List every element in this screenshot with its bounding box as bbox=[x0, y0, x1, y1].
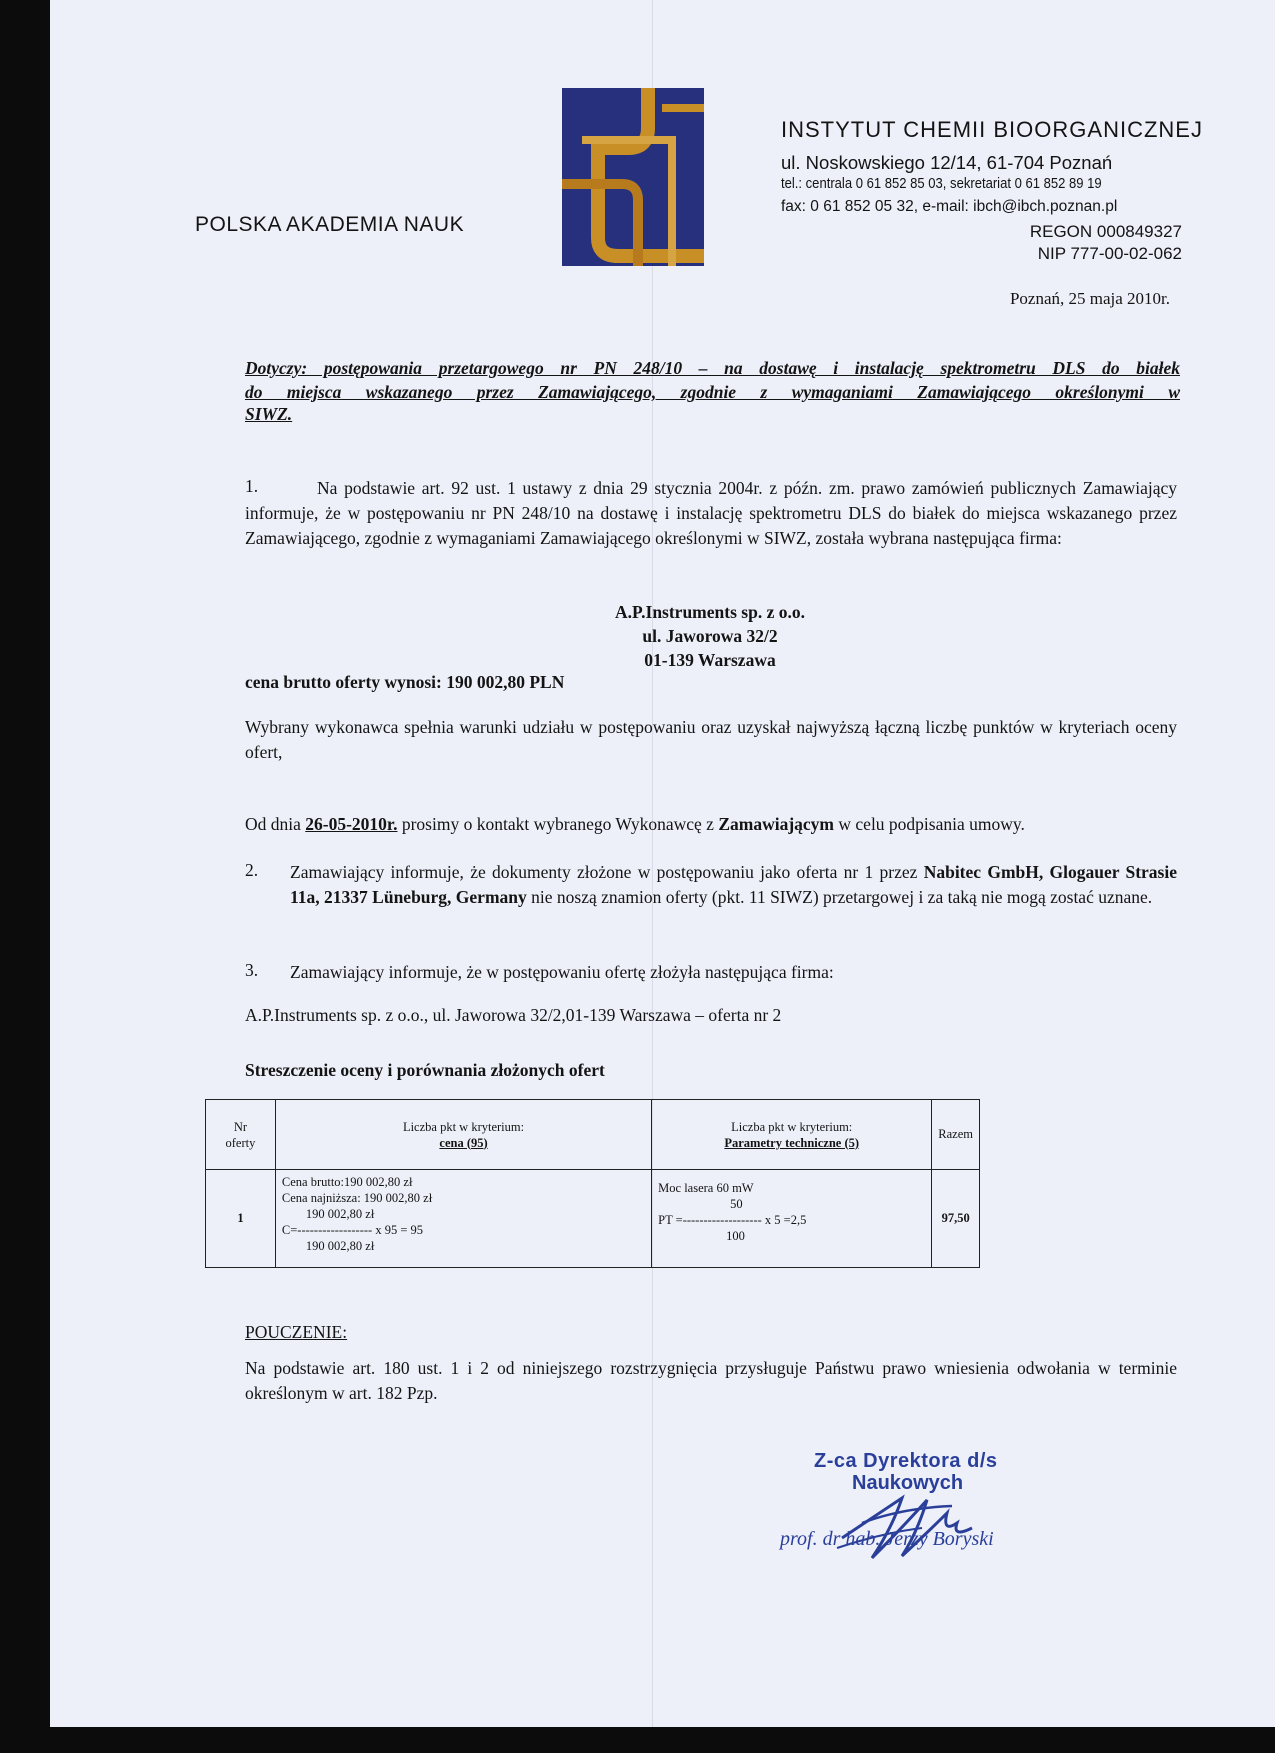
section-1-text bbox=[245, 476, 1177, 551]
selected-firm-name: A.P.Instruments sp. z o.o. bbox=[615, 602, 805, 622]
header-tech-label: Liczba pkt w kryterium: bbox=[731, 1119, 853, 1134]
header-price-label: Liczba pkt w kryterium: bbox=[402, 1119, 525, 1134]
section-2-number: 2. bbox=[245, 860, 259, 880]
selected-firm-city: 01-139 Warszawa bbox=[644, 650, 776, 670]
section-3-number: 3. bbox=[245, 960, 259, 980]
notice-text: Na podstawie art. 180 ust. 1 i 2 od niniejszego rozstrzygnięcia przysługuje Państwu prawo wniesienia odwołania w terminie określonym w art. 182 Pzp. bbox=[245, 1358, 1177, 1403]
header-price-crit: cena (95) bbox=[439, 1135, 488, 1150]
institute-fax-email: fax: 0 61 852 05 32, e-mail: ibch@ibch.poznan.pl bbox=[781, 198, 1118, 215]
header-nr: Nr bbox=[233, 1119, 248, 1134]
institute-address: ul. Noskowskiego 12/14, 61-704 Poznań bbox=[781, 152, 1113, 173]
contact-suffix: w celu podpisania umowy. bbox=[834, 814, 1025, 834]
section-2-text bbox=[290, 860, 1177, 910]
section-2-suffix: nie noszą znamion oferty (pkt. 11 SIWZ) przetargowej i za taką nie mogą zostać uznane. bbox=[526, 887, 1153, 907]
subject-line-2: do miejsca wskazanego przez Zamawiającego, zgodnie z wymaganiami Zamawiającego określonymi w bbox=[245, 382, 1180, 402]
price-gross: Cena brutto:190 002,80 zł bbox=[281, 1175, 413, 1189]
row-price-calc bbox=[275, 1170, 651, 1268]
header-offer-number bbox=[206, 1100, 276, 1170]
section-1-body: Na podstawie art. 92 ust. 1 ustawy z dnia 29 stycznia 2004r. z późn. zm. prawo zamówień publicznych Zamawiający informuje, że w postępowaniu nr PN 248/10 na dostawę i instalację spektrometru DLS do białek do miejsca wskazanego przez Zamawiającego, zgodnie z wymaganiami Zamawiającego określonymi w SIWZ, została wybrana następująca firma: bbox=[245, 478, 1177, 548]
criteria-text: Wybrany wykonawca spełnia warunki udziału w postępowaniu oraz uzyskał najwyższą łączną liczbę punktów w kryteriach oceny ofert, bbox=[245, 717, 1177, 762]
evaluation-table bbox=[205, 1099, 980, 1268]
header-price-criterion bbox=[275, 1100, 651, 1170]
offer-price: cena brutto oferty wynosi: 190 002,80 PLN bbox=[245, 672, 565, 692]
header-tech-crit: Parametry techniczne (5) bbox=[724, 1135, 860, 1150]
summary-title: Streszczenie oceny i porównania złożonych ofert bbox=[245, 1060, 605, 1080]
subject-line-1: Dotyczy: postępowania przetargowego nr PN 248/10 – na dostawę i instalację spektrometru DLS do białek bbox=[245, 358, 1180, 378]
institute-name: INSTYTUT CHEMII BIOORGANICZNEJ bbox=[781, 117, 1203, 142]
contact-party: Zamawiającym bbox=[718, 814, 835, 834]
table-row bbox=[206, 1170, 980, 1268]
notice-title: POUCZENIE: bbox=[245, 1322, 348, 1342]
row-total: 97,50 bbox=[932, 1170, 980, 1268]
signature-stamp-subtitle: Naukowych bbox=[852, 1472, 964, 1494]
price-lowest: Cena najniższa: 190 002,80 zł bbox=[281, 1191, 433, 1205]
price-denominator: 190 002,80 zł bbox=[305, 1239, 375, 1253]
signature-stamp-title: Z-ca Dyrektora d/s bbox=[814, 1450, 998, 1472]
tech-numerator: 50 bbox=[730, 1197, 743, 1211]
section-2-company: Nabitec GmbH, Glogauer Strasie 11a, 21337 Lüneburg, Germany bbox=[290, 862, 1177, 907]
section-3-offer: A.P.Instruments sp. z o.o., ul. Jaworowa 32/2,01-139 Warszawa – oferta nr 2 bbox=[245, 1005, 782, 1025]
row-offer-number: 1 bbox=[206, 1170, 276, 1268]
tech-formula: PT =------------------- x 5 =2,5 bbox=[658, 1213, 807, 1227]
institute-regon: REGON 000849327 bbox=[1029, 222, 1182, 241]
handwritten-signature-icon bbox=[832, 1478, 982, 1568]
table-header-row bbox=[206, 1100, 980, 1170]
contact-paragraph bbox=[245, 812, 1025, 837]
contact-date: 26-05-2010r. bbox=[305, 814, 398, 834]
contact-prefix: Od dnia bbox=[245, 814, 306, 834]
section-3-text: Zamawiający informuje, że w postępowaniu ofertę złożyła następująca firma: bbox=[290, 962, 834, 982]
price-formula: C=------------------ x 95 = 95 bbox=[281, 1223, 424, 1237]
ibch-logo-icon bbox=[562, 88, 704, 266]
selected-firm-street: ul. Jaworowa 32/2 bbox=[642, 626, 778, 646]
academy-name: POLSKA AKADEMIA NAUK bbox=[195, 213, 465, 236]
price-numerator: 190 002,80 zł bbox=[305, 1207, 375, 1221]
section-1-number: 1. bbox=[245, 476, 259, 496]
tech-denominator: 100 bbox=[726, 1229, 745, 1243]
institute-phones: tel.: centrala 0 61 852 85 03, sekretariat 0 61 852 89 19 bbox=[781, 176, 1102, 192]
tech-laser-power: Moc lasera 60 mW bbox=[658, 1181, 754, 1195]
header-oferty: oferty bbox=[225, 1135, 256, 1150]
subject-line-3: SIWZ. bbox=[245, 404, 293, 424]
header-total: Razem bbox=[932, 1100, 980, 1170]
header-tech-criterion bbox=[652, 1100, 932, 1170]
row-tech-calc bbox=[652, 1170, 932, 1268]
contact-middle: prosimy o kontakt wybranego Wykonawcę z bbox=[397, 814, 719, 834]
letter-date: Poznań, 25 maja 2010r. bbox=[1009, 289, 1170, 308]
section-2-prefix: Zamawiający informuje, że dokumenty złożone w postępowaniu jako oferta nr 1 przez bbox=[290, 862, 924, 882]
institute-nip: NIP 777-00-02-062 bbox=[1037, 244, 1182, 263]
signature-stamp-name: prof. dr hab. Jerzy Boryski bbox=[780, 1528, 994, 1550]
